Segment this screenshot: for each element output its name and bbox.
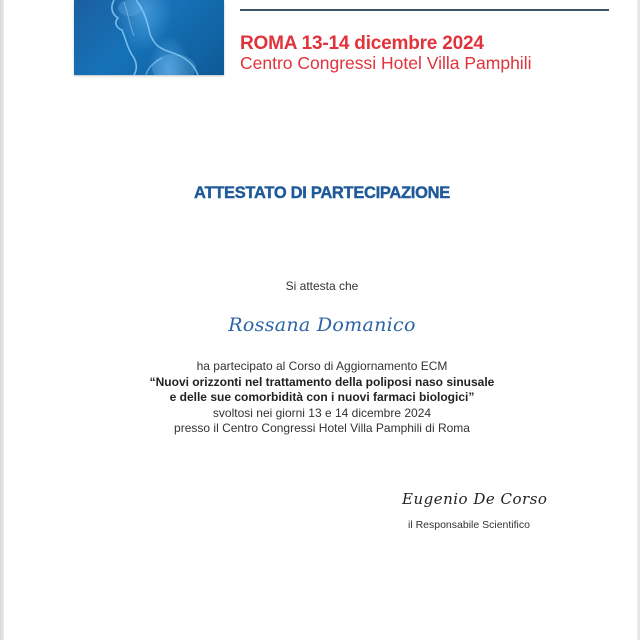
certificate-title: ATTESTATO DI PARTECIPAZIONE [194,184,450,202]
signature: Eugenio De Corso [402,490,548,508]
signature-role: il Responsabile Scientifico [408,519,530,531]
venue-line: presso il Centro Congressi Hotel Villa Pamphili di Roma [174,421,470,435]
certificate-body [0,359,640,437]
header-divider [240,9,609,11]
recipient-name: Rossana Domanico [228,314,416,336]
participation-line: ha partecipato al Corso di Aggiornamento ECM [196,359,448,373]
header-anatomy-image [74,0,224,75]
course-title-line-2: e delle sue comorbidità con i nuovi farmaci biologici” [169,390,475,404]
course-title-line-1: “Nuovi orizzonti nel trattamento della poliposi naso sinusale [149,374,495,389]
event-date: ROMA 13-14 dicembre 2024 [240,33,484,54]
attest-intro: Si attesta che [285,279,359,293]
dates-line: svoltosi nei giorni 13 e 14 dicembre 2024 [212,405,432,420]
head-neck-silhouette-icon [74,0,224,75]
event-venue: Centro Congressi Hotel Villa Pamphili [240,53,532,73]
